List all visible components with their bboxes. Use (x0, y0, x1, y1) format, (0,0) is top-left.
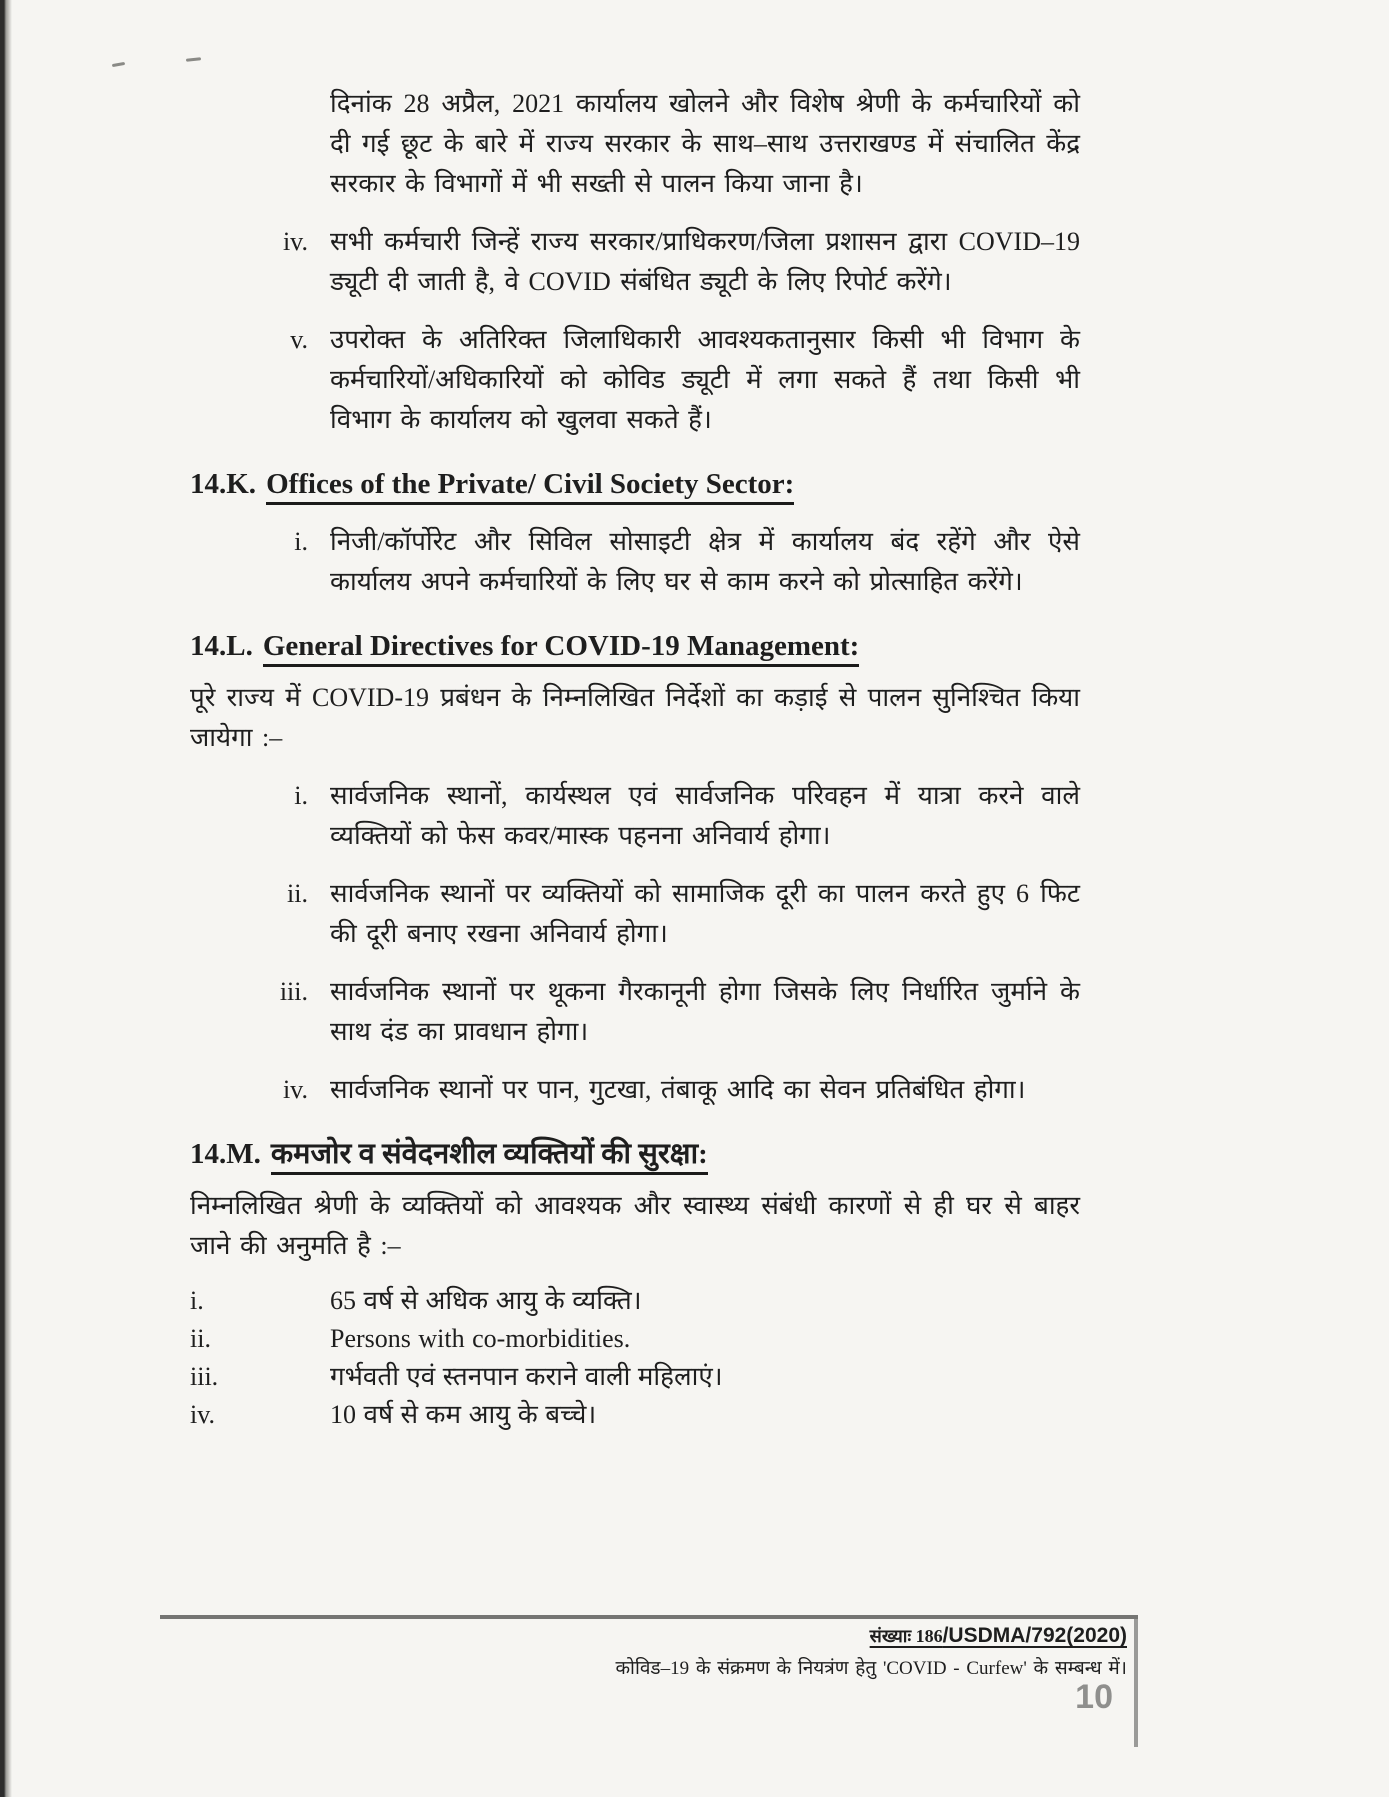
footer-subject: कोविड–19 के संक्रमण के नियत्रंण हेतु 'COVID - Curfew' के सम्बन्ध में। (615, 1658, 1127, 1679)
item-text: गर्भवती एवं स्तनपान कराने वाली महिलाएं। (330, 1362, 723, 1391)
reference-number (615, 1624, 1127, 1648)
list-item (190, 1070, 1080, 1110)
item-numeral: iii. (190, 1362, 219, 1391)
list-item (190, 1396, 1080, 1434)
item-numeral: iv. (282, 227, 308, 256)
section-label: 14.L. (190, 630, 253, 662)
section-title: General Directives for COVID-19 Management: (263, 630, 860, 667)
list-item (190, 776, 1080, 856)
item-numeral: i. (294, 527, 308, 556)
item-numeral: iii. (279, 977, 308, 1006)
footer-divider (160, 1615, 1138, 1619)
section-intro-paragraph: पूरे राज्य में COVID-19 प्रबंधन के निम्नलिखित निर्देशों का कड़ाई से पालन सुनिश्चित किया जायेगा :– (190, 683, 1080, 752)
item-text: Persons with co-morbidities. (330, 1324, 631, 1353)
item-text: 65 वर्ष से अधिक आयु के व्यक्ति। (330, 1286, 642, 1315)
item-text: निजी/कॉर्पोरेट और सिविल सोसाइटी क्षेत्र में कार्यालय बंद रहेंगे और ऐसे कार्यालय अपने कर्मचारियों के लिए घर से काम करने को प्रोत्साहित करेंगे। (330, 527, 1080, 596)
list-item (190, 522, 1080, 602)
item-text: सार्वजनिक स्थानों पर पान, गुटखा, तंबाकू आदि का सेवन प्रतिबंधित होगा। (330, 1075, 1026, 1104)
scan-mark (186, 57, 201, 62)
list-item (190, 1320, 1080, 1358)
list-item (190, 222, 1080, 302)
section-title: Offices of the Private/ Civil Society Sector: (266, 468, 794, 505)
item-numeral: iv. (190, 1400, 216, 1429)
footer (615, 1624, 1127, 1680)
document-body (190, 84, 1080, 1434)
item-text: सार्वजनिक स्थानों पर व्यक्तियों को सामाजिक दूरी का पालन करते हुए 6 फिट की दूरी बनाए रखना अनिवार्य होगा। (330, 879, 1080, 948)
scan-mark (112, 62, 125, 67)
reference-value: /USDMA/792(2020) (942, 1624, 1127, 1647)
item-numeral: ii. (190, 1324, 211, 1353)
reference-label: संख्याः 186 (869, 1626, 943, 1646)
section-label: 14.M. (190, 1138, 261, 1170)
item-numeral: i. (294, 781, 308, 810)
item-text: सभी कर्मचारी जिन्हें राज्य सरकार/प्राधिकरण/जिला प्रशासन द्वारा COVID–19 ड्यूटी दी जाती है, वे COVID संबंधित ड्यूटी के लिए रिपोर्ट करेंगे। (330, 227, 1080, 296)
list-item (190, 972, 1080, 1052)
item-text: सार्वजनिक स्थानों पर थूकना गैरकानूनी होगा जिसके लिए निर्धारित जुर्माने के साथ दंड का प्रावधान होगा। (330, 977, 1080, 1046)
item-numeral: i. (190, 1286, 204, 1315)
section-heading-14m (190, 1134, 1080, 1174)
exempt-persons-list (190, 1282, 1080, 1434)
section-heading-14k (190, 464, 1080, 504)
item-numeral: ii. (287, 879, 308, 908)
section-label: 14.K. (190, 468, 257, 500)
section-title: कमजोर व संवेदनशील व्यक्तियों की सुरक्षा: (271, 1138, 708, 1175)
section-intro-paragraph: निम्नलिखित श्रेणी के व्यक्तियों को आवश्यक और स्वास्थ्य संबंधी कारणों से ही घर से बाहर जाने की अनुमति है :– (190, 1191, 1080, 1260)
section-heading-14l (190, 626, 1080, 666)
footer-vertical-bar (1134, 1619, 1138, 1747)
list-item (190, 320, 1080, 440)
page-number: 10 (1075, 1678, 1113, 1716)
item-text: 10 वर्ष से कम आयु के बच्चे। (330, 1400, 597, 1429)
continuation-paragraph: दिनांक 28 अप्रैल, 2021 कार्यालय खोलने और विशेष श्रेणी के कर्मचारियों को दी गई छूट के बारे में राज्य सरकार के साथ–साथ उत्तराखण्ड में संचालित केंद्र सरकार के विभागों में भी सख्ती से पालन किया जाना है। (330, 89, 1080, 198)
scan-edge (0, 0, 12, 1797)
list-item (190, 1282, 1080, 1320)
item-text: उपरोक्त के अतिरिक्त जिलाधिकारी आवश्यकतानुसार किसी भी विभाग के कर्मचारियों/अधिकारियों को कोविड ड्यूटी में लगा सकते हैं तथा किसी भी विभाग के कार्यालय को खुलवा सकते हैं। (330, 325, 1080, 434)
list-item (190, 1358, 1080, 1396)
item-numeral: v. (290, 325, 308, 354)
item-numeral: iv. (282, 1075, 308, 1104)
item-text: सार्वजनिक स्थानों, कार्यस्थल एवं सार्वजनिक परिवहन में यात्रा करने वाले व्यक्तियों को फेस कवर/मास्क पहनना अनिवार्य होगा। (330, 781, 1080, 850)
list-item (190, 874, 1080, 954)
